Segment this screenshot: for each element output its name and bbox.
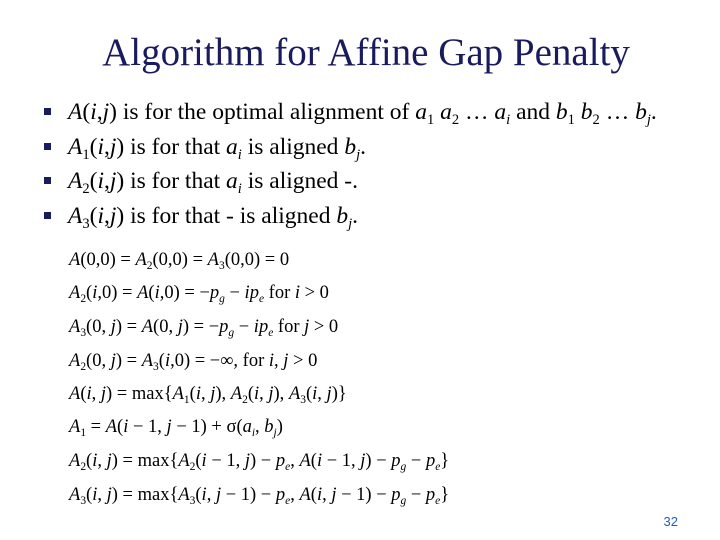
square-bullet-icon [44, 108, 51, 115]
square-bullet-icon [44, 177, 51, 184]
bullet-text: A(i,j) is for the optimal alignment of $a_1$ $a_2$ … $a_i$ and $b_1$ $b_2$ … $b_j$. [68, 99, 657, 129]
equation: $A_3(0$, j) = A(0, $j) = -p_g - ip_e$ for j > 0 [69, 317, 339, 339]
bullet-text: $A_2(i,j)$ is for that $a_i$ is aligned -. [68, 168, 359, 198]
bullet-item [44, 199, 704, 234]
bullet-list [44, 95, 704, 233]
square-bullet-icon [44, 212, 51, 219]
bullet-text: $A_3(i,j)$ is for that - is aligned $b_j$. [68, 202, 359, 232]
square-bullet-icon [44, 143, 51, 150]
bullet-text: $A_1(i,j)$ is for that $a_i$ is aligned $b_j$. [68, 133, 366, 163]
bullet-item [44, 95, 704, 130]
equation: $A_2(i,0) = A(i,0) = -p_g - ip_e$ for i > 0 [69, 283, 329, 305]
equation: A(i, $j) = \max\{A_1(i$, j), $A_2(i$, j), $A_3(i$, j)} [69, 384, 347, 406]
equation: $A(0,0) = A_2(0,0) = A_3(0,0) = 0$ [69, 250, 290, 272]
equation: $A_2(i$, $j) = \max\{A_2(i - 1$, $j) - p_e$, A(i − 1, $j) - p_g - p_e$} [69, 451, 450, 473]
equation: $A_2(0$, $j) = A_3(i,0)$ = −∞, for i, j > 0 [69, 351, 318, 373]
bullet-item [44, 164, 704, 199]
slide-title: Algorithm for Affine Gap Penalty [102, 31, 630, 74]
equation: $A_1 = A(i - 1$, $j - 1) + \sigma(a_i$, $b_j$) [69, 417, 283, 439]
page-number: 32 [663, 514, 678, 529]
equation: $A_3(i$, $j) = \max\{A_3(i$, $j - 1) - p_e$, A(i, $j - 1) - p_g - p_e$} [69, 485, 450, 507]
bullet-item [44, 130, 704, 165]
